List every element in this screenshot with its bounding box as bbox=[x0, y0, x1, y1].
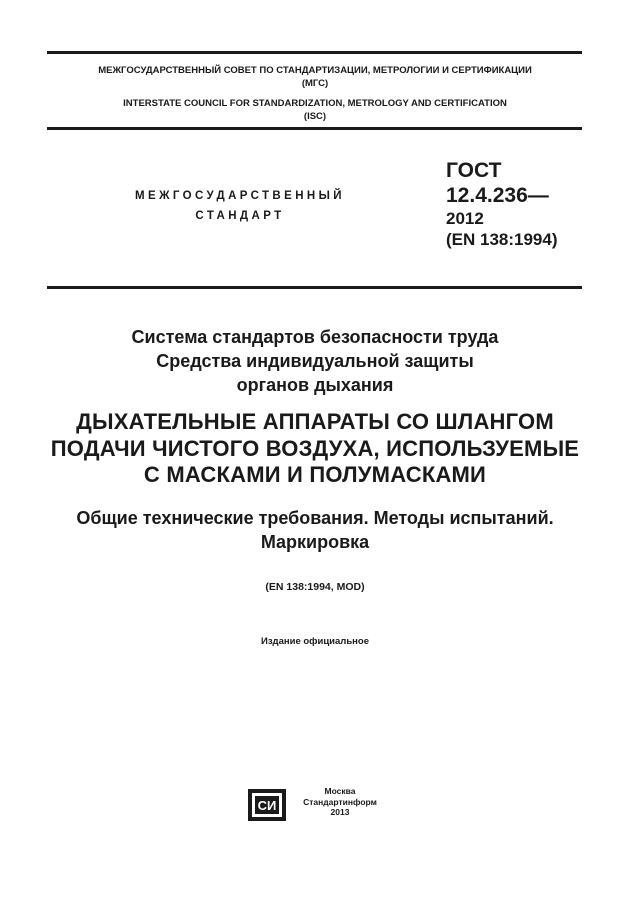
publisher-logo-icon bbox=[248, 789, 286, 821]
council-en-abbr: (ISC) bbox=[303, 111, 327, 122]
series-line: Средства индивидуальной защиты bbox=[156, 351, 474, 371]
gost-en-ref: (EN 138:1994) bbox=[446, 230, 558, 249]
standard-label-line1: МЕЖГОСУДАРСТВЕННЫЙ bbox=[135, 190, 345, 202]
publisher-year: 2013 bbox=[330, 807, 350, 817]
title-line: ДЫХАТЕЛЬНЫЕ АППАРАТЫ СО ШЛАНГОМ bbox=[76, 409, 554, 434]
council-ru: МЕЖГОСУДАРСТВЕННЫЙ СОВЕТ ПО СТАНДАРТИЗАЦИИ, МЕТРОЛОГИИ И СЕРТИФИКАЦИИ bbox=[98, 65, 532, 76]
en-reference: (EN 138:1994, MOD) bbox=[265, 581, 365, 593]
document-title bbox=[0, 409, 630, 489]
council-header bbox=[0, 64, 630, 123]
title-line: ПОДАЧИ ЧИСТОГО ВОЗДУХА, ИСПОЛЬЗУЕМЫЕ bbox=[50, 435, 580, 461]
designation-rule bbox=[47, 286, 582, 289]
standard-series bbox=[0, 325, 630, 397]
standard-designation bbox=[446, 158, 558, 250]
publisher-city: Москва bbox=[324, 786, 356, 796]
series-line: Система стандартов безопасности труда bbox=[131, 327, 499, 347]
subtitle-line: Маркировка bbox=[260, 532, 370, 552]
gost-prefix: ГОСТ bbox=[446, 159, 502, 182]
gost-number: 12.4.236— bbox=[446, 184, 549, 207]
series-line: органов дыхания bbox=[236, 375, 394, 395]
gost-year: 2012 bbox=[446, 209, 484, 228]
publisher-info bbox=[290, 786, 390, 818]
svg-text:СИ: СИ bbox=[257, 798, 277, 813]
standard-label bbox=[95, 186, 385, 226]
edition-note: Издание официальное bbox=[261, 636, 369, 647]
standard-label-line2: СТАНДАРТ bbox=[195, 210, 285, 222]
title-line: С МАСКАМИ И ПОЛУМАСКАМИ bbox=[143, 462, 487, 487]
document-subtitle bbox=[0, 506, 630, 554]
council-en: INTERSTATE COUNCIL FOR STANDARDIZATION, METROLOGY AND CERTIFICATION bbox=[123, 98, 507, 109]
publisher-name: Стандартинформ bbox=[303, 796, 377, 807]
subtitle-line: Общие технические требования. Методы испытаний. bbox=[76, 508, 554, 528]
top-rule bbox=[47, 51, 582, 54]
council-ru-abbr: (МГС) bbox=[301, 78, 329, 89]
header-rule bbox=[47, 127, 582, 130]
